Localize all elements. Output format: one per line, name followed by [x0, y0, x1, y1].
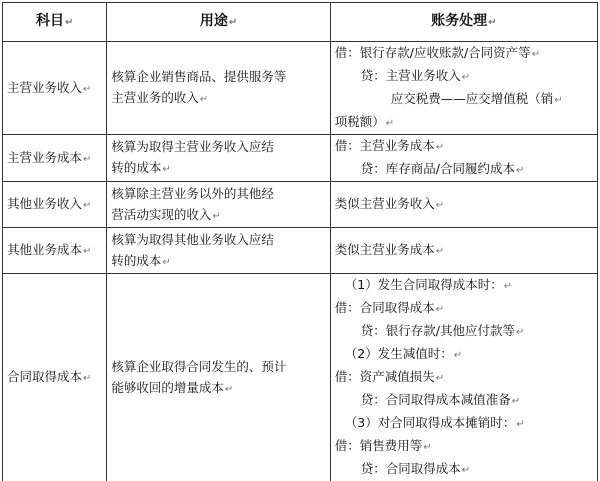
entry-line: 借：销售费用等↵: [335, 435, 593, 458]
purpose-line: 核算为取得主营业务收入应结: [111, 136, 325, 157]
purpose-cell: [107, 42, 330, 135]
entry-line: （2）发生减值时：↵: [335, 343, 593, 366]
purpose-cell: [107, 182, 330, 228]
entry-line: 借：合同取得成本↵: [335, 297, 593, 320]
purpose-line: 核算为取得其他业务收入应结: [111, 229, 325, 250]
purpose-line: 转的成本↵: [111, 250, 325, 273]
table-row: [3, 228, 598, 274]
entry-line: 借：资产减值损失↵: [335, 366, 593, 389]
entry-cell: [330, 135, 597, 182]
table-row: [3, 42, 598, 135]
purpose-cell: [107, 135, 330, 182]
subject-text: 其他业务收入: [7, 196, 82, 211]
purpose-line: 核算企业取得合同发生的、预计: [111, 356, 325, 377]
table-row: [3, 274, 598, 481]
entry-line: 贷：库存商品/合同履约成本↵: [335, 158, 593, 181]
subject-cell: 其他业务成本↵: [3, 228, 107, 274]
header-subject: 科目↵: [3, 3, 107, 42]
entry-line: 借：主营业务成本↵: [335, 135, 593, 158]
entry-cell: [330, 182, 597, 228]
purpose-line: 核算企业销售商品、提供服务等: [111, 66, 325, 87]
purpose-line: 主营业务的收入↵: [111, 87, 325, 110]
entry-line: 贷：合同取得成本↵: [335, 458, 593, 481]
entry-line: 类似主营业务收入↵: [335, 193, 593, 216]
entry-line: 类似主营业务成本↵: [335, 239, 593, 262]
entry-line: 借：银行存款/应收账款/合同资产等↵: [335, 42, 593, 65]
purpose-line: 转的成本↵: [111, 157, 325, 180]
subject-text: 主营业务收入: [7, 80, 82, 95]
purpose-line: 能够收回的增量成本↵: [111, 377, 325, 400]
subject-cell: 合同取得成本↵: [3, 274, 107, 481]
entry-cell: [330, 228, 597, 274]
table-row: [3, 135, 598, 182]
purpose-cell: [107, 274, 330, 481]
entry-line: 贷：银行存款/其他应付款等↵: [335, 320, 593, 343]
subject-cell: 主营业务收入↵: [3, 42, 107, 135]
subject-cell: 其他业务收入↵: [3, 182, 107, 228]
entry-line: 贷：合同取得成本减值准备↵: [335, 389, 593, 412]
subject-cell: 主营业务成本↵: [3, 135, 107, 182]
purpose-line: 营活动实现的收入↵: [111, 204, 325, 227]
entry-line: 项税额）↵: [335, 111, 593, 134]
subject-text: 主营业务成本: [7, 150, 82, 165]
entry-line: （1）发生合同取得成本时：↵: [335, 274, 593, 297]
accounting-table: [2, 2, 598, 481]
entry-line: 贷：主营业务收入↵: [335, 65, 593, 88]
subject-text: 其他业务成本: [7, 242, 82, 257]
entry-cell: [330, 42, 597, 135]
header-row: [3, 3, 598, 42]
header-purpose: 用途↵: [107, 3, 330, 42]
entry-cell: [330, 274, 597, 481]
entry-line: 应交税费——应交增值税（销↵: [335, 88, 593, 111]
purpose-cell: [107, 228, 330, 274]
subject-text: 合同取得成本: [7, 369, 82, 384]
purpose-line: 核算除主营业务以外的其他经: [111, 183, 325, 204]
header-accounting: 账务处理↵: [330, 3, 597, 42]
entry-line: （3）对合同取得成本摊销时：↵: [335, 412, 593, 435]
table-row: [3, 182, 598, 228]
